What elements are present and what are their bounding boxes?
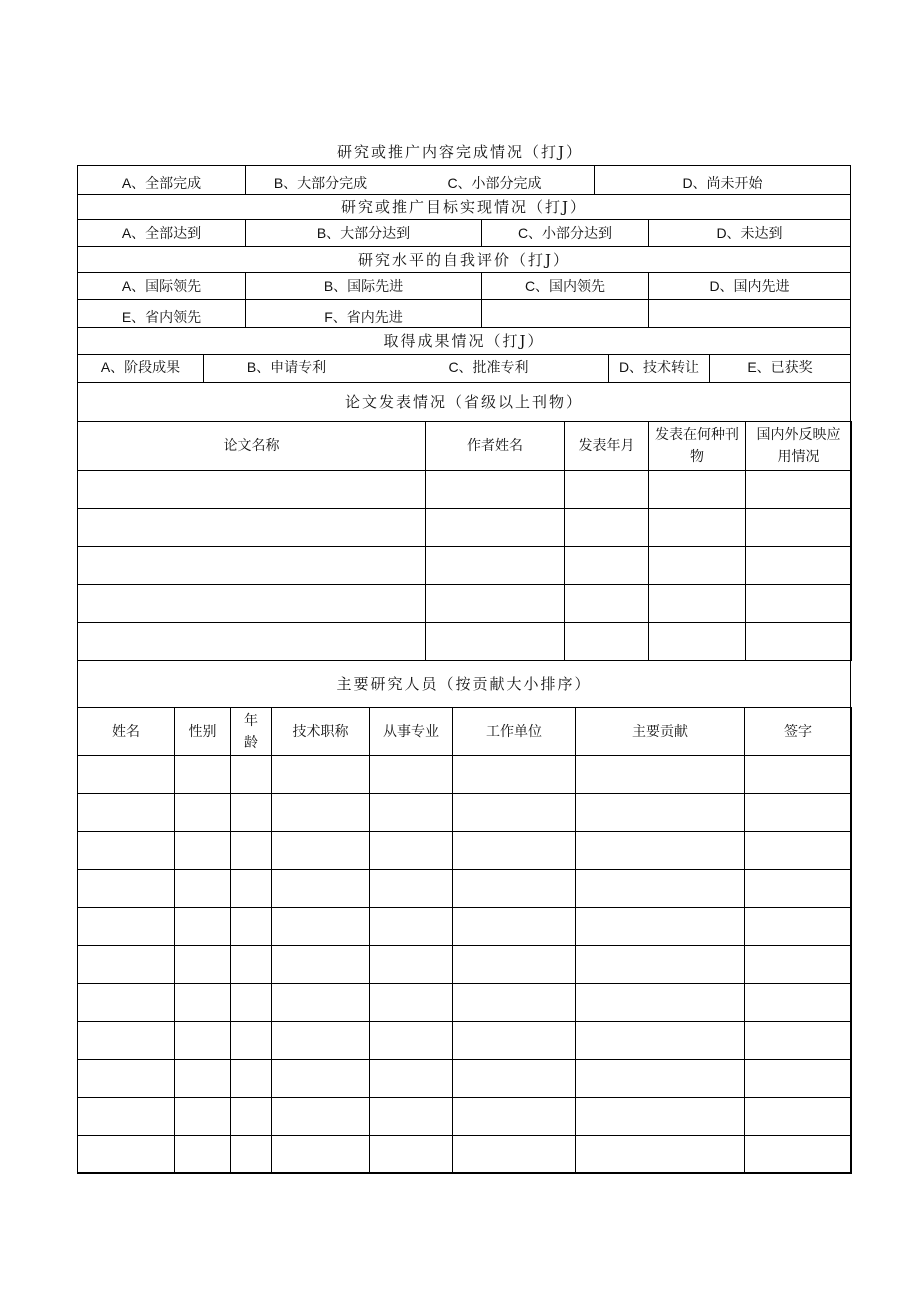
option-c[interactable]: C、小部分完成	[447, 175, 542, 191]
table-cell[interactable]	[272, 984, 370, 1022]
goal-achievement-title: 研究或推广目标实现情况（打J）	[340, 198, 587, 216]
table-cell[interactable]	[370, 1098, 453, 1136]
header-reaction-line2: 用情况	[777, 449, 820, 465]
table-cell[interactable]	[272, 946, 370, 984]
table-cell[interactable]	[453, 1136, 576, 1174]
papers-header-row	[78, 422, 852, 471]
header-journal	[649, 422, 746, 471]
table-cell[interactable]	[565, 623, 649, 661]
table-cell[interactable]	[746, 509, 852, 547]
form-box	[77, 165, 851, 1173]
table-cell[interactable]	[370, 794, 453, 832]
eval-option-e[interactable]: E、省内领先	[121, 308, 202, 325]
table-row	[78, 623, 852, 661]
table-cell[interactable]	[78, 585, 426, 623]
table-cell[interactable]	[745, 756, 852, 794]
option-a[interactable]: A、全部完成	[121, 175, 202, 191]
table-cell[interactable]	[576, 794, 745, 832]
header-signature: 签字	[745, 708, 852, 756]
table-row	[78, 547, 852, 585]
table-cell[interactable]	[231, 908, 272, 946]
table-row	[78, 870, 852, 908]
table-cell[interactable]	[231, 1098, 272, 1136]
table-cell[interactable]	[175, 794, 231, 832]
result-option-a[interactable]: A、阶段成果	[100, 359, 181, 375]
table-row	[78, 984, 852, 1022]
table-cell[interactable]	[272, 832, 370, 870]
table-cell[interactable]	[78, 1022, 175, 1060]
table-row	[78, 832, 852, 870]
table-cell[interactable]	[649, 623, 746, 661]
table-cell[interactable]	[175, 908, 231, 946]
table-cell[interactable]	[231, 984, 272, 1022]
table-cell[interactable]	[231, 794, 272, 832]
table-row	[78, 946, 852, 984]
table-cell[interactable]	[231, 756, 272, 794]
table-row	[78, 471, 852, 509]
results-options	[78, 354, 850, 382]
table-cell[interactable]	[370, 1022, 453, 1060]
self-evaluation-title: 研究水平的自我评价（打J）	[357, 250, 570, 269]
table-cell[interactable]	[78, 547, 426, 585]
table-cell[interactable]	[745, 984, 852, 1022]
table-cell[interactable]	[175, 870, 231, 908]
table-cell[interactable]	[272, 756, 370, 794]
goal-title-row	[78, 194, 850, 219]
table-cell[interactable]	[453, 870, 576, 908]
table-cell[interactable]	[745, 794, 852, 832]
table-cell[interactable]	[649, 471, 746, 509]
table-cell[interactable]	[745, 832, 852, 870]
result-option-c[interactable]: C、批准专利	[448, 359, 529, 375]
table-cell[interactable]	[231, 832, 272, 870]
header-contribution: 主要贡献	[576, 708, 745, 756]
self-eval-options-2	[78, 299, 850, 327]
table-cell[interactable]	[78, 509, 426, 547]
header-reaction	[746, 422, 852, 471]
table-cell[interactable]	[426, 547, 565, 585]
content-completion-title: 研究或推广内容完成情况（打J）	[336, 143, 583, 161]
header-publish-date: 发表年月	[565, 422, 649, 471]
table-cell[interactable]	[175, 946, 231, 984]
table-cell[interactable]	[745, 1060, 852, 1098]
papers-title-row	[78, 382, 850, 421]
table-cell[interactable]	[272, 1060, 370, 1098]
table-cell[interactable]	[231, 946, 272, 984]
table-cell[interactable]	[78, 946, 175, 984]
table-cell[interactable]	[576, 1060, 745, 1098]
table-cell[interactable]	[746, 623, 852, 661]
table-cell[interactable]	[576, 1022, 745, 1060]
table-cell[interactable]	[565, 509, 649, 547]
option-d[interactable]: D、尚未开始	[594, 166, 850, 194]
header-age-line1: 年	[244, 712, 258, 729]
table-cell[interactable]	[426, 623, 565, 661]
table-cell[interactable]	[576, 908, 745, 946]
table-cell[interactable]	[746, 471, 852, 509]
table-cell[interactable]	[175, 1060, 231, 1098]
table-cell[interactable]	[745, 1098, 852, 1136]
table-cell[interactable]	[453, 832, 576, 870]
option-b[interactable]: B、大部分完成	[245, 166, 395, 194]
result-option-d[interactable]: D、技术转让	[608, 355, 709, 382]
table-cell[interactable]	[272, 1136, 370, 1174]
table-cell[interactable]	[370, 756, 453, 794]
table-cell[interactable]	[576, 984, 745, 1022]
table-row	[78, 585, 852, 623]
table-cell[interactable]	[565, 547, 649, 585]
personnel-title-row	[78, 660, 850, 707]
goal-option-a[interactable]: A、全部达到	[121, 225, 202, 241]
table-cell[interactable]	[453, 946, 576, 984]
table-cell[interactable]	[453, 908, 576, 946]
table-cell[interactable]	[78, 832, 175, 870]
personnel-table	[77, 707, 852, 1174]
result-option-e[interactable]: E、已获奖	[709, 355, 850, 382]
table-cell[interactable]	[453, 1022, 576, 1060]
table-cell[interactable]	[745, 908, 852, 946]
table-cell[interactable]	[565, 585, 649, 623]
personnel-title: 主要研究人员（按贡献大小排序）	[336, 674, 592, 693]
table-cell[interactable]	[745, 870, 852, 908]
table-cell[interactable]	[175, 756, 231, 794]
header-paper-name: 论文名称	[78, 422, 426, 471]
header-reaction-line1: 国内外反映应	[756, 427, 841, 443]
results-title-row	[78, 327, 850, 354]
table-cell[interactable]	[745, 1022, 852, 1060]
eval-empty-cell	[481, 300, 648, 327]
table-cell[interactable]	[453, 984, 576, 1022]
table-cell[interactable]	[272, 1098, 370, 1136]
goal-option-b[interactable]: B、大部分达到	[245, 220, 481, 246]
header-major: 从事专业	[370, 708, 453, 756]
table-cell[interactable]	[746, 585, 852, 623]
table-cell[interactable]	[370, 832, 453, 870]
eval-option-c[interactable]: C、国内领先	[481, 273, 648, 299]
header-gender: 性别	[175, 708, 231, 756]
personnel-body	[78, 756, 852, 1174]
self-eval-options-1	[78, 272, 850, 299]
table-row	[78, 1022, 852, 1060]
table-cell[interactable]	[231, 870, 272, 908]
table-cell[interactable]	[78, 471, 426, 509]
table-cell[interactable]	[576, 756, 745, 794]
table-cell[interactable]	[78, 870, 175, 908]
table-cell[interactable]	[78, 1060, 175, 1098]
table-cell[interactable]	[231, 1022, 272, 1060]
table-cell[interactable]	[175, 832, 231, 870]
table-cell[interactable]	[370, 908, 453, 946]
table-cell[interactable]	[745, 946, 852, 984]
table-row	[78, 1060, 852, 1098]
table-cell[interactable]	[272, 1022, 370, 1060]
table-cell[interactable]	[370, 870, 453, 908]
table-cell[interactable]	[175, 1022, 231, 1060]
table-cell[interactable]	[745, 1136, 852, 1174]
table-cell[interactable]	[78, 794, 175, 832]
table-cell[interactable]	[231, 1060, 272, 1098]
content-completion-options	[78, 166, 850, 194]
goal-option-d[interactable]: D、未达到	[648, 220, 850, 246]
eval-option-d[interactable]: D、国内先进	[648, 273, 850, 299]
header-journal-line1: 发表在何种刊	[655, 427, 739, 443]
header-unit: 工作单位	[453, 708, 576, 756]
table-cell[interactable]	[576, 870, 745, 908]
eval-option-a[interactable]: A、国际领先	[121, 278, 202, 294]
header-age-line2: 龄	[244, 734, 258, 751]
table-cell[interactable]	[78, 1136, 175, 1174]
table-cell[interactable]	[175, 1098, 231, 1136]
papers-table	[77, 421, 852, 661]
table-cell[interactable]	[78, 756, 175, 794]
table-cell[interactable]	[370, 984, 453, 1022]
table-row	[78, 1136, 852, 1174]
table-cell[interactable]	[453, 794, 576, 832]
personnel-header-row	[78, 708, 852, 756]
table-cell[interactable]	[576, 832, 745, 870]
header-author: 作者姓名	[426, 422, 565, 471]
table-cell[interactable]	[370, 1060, 453, 1098]
table-cell[interactable]	[78, 908, 175, 946]
table-cell[interactable]	[231, 1136, 272, 1174]
table-cell[interactable]	[576, 1136, 745, 1174]
table-cell[interactable]	[78, 1098, 175, 1136]
table-cell[interactable]	[175, 1136, 231, 1174]
header-title: 技术职称	[272, 708, 370, 756]
papers-title: 论文发表情况（省级以上刊物）	[344, 393, 583, 411]
table-cell[interactable]	[78, 623, 426, 661]
table-row	[78, 1098, 852, 1136]
table-cell[interactable]	[453, 1098, 576, 1136]
table-cell[interactable]	[649, 509, 746, 547]
table-cell[interactable]	[78, 984, 175, 1022]
table-row	[78, 794, 852, 832]
header-age	[231, 708, 272, 756]
table-row	[78, 908, 852, 946]
self-eval-title-row	[78, 246, 850, 272]
goal-option-c[interactable]: C、小部分达到	[481, 220, 648, 246]
table-cell[interactable]	[370, 946, 453, 984]
table-cell[interactable]	[453, 756, 576, 794]
eval-empty-cell	[648, 300, 850, 327]
eval-option-b[interactable]: B、国际先进	[245, 273, 481, 299]
header-name: 姓名	[78, 708, 175, 756]
table-cell[interactable]	[175, 984, 231, 1022]
table-cell[interactable]	[426, 509, 565, 547]
table-cell[interactable]	[576, 1098, 745, 1136]
table-cell[interactable]	[426, 585, 565, 623]
table-cell[interactable]	[649, 585, 746, 623]
table-cell[interactable]	[746, 547, 852, 585]
table-cell[interactable]	[272, 870, 370, 908]
table-cell[interactable]	[272, 908, 370, 946]
eval-option-f[interactable]: F、省内先进	[245, 300, 481, 327]
table-cell[interactable]	[370, 1136, 453, 1174]
table-cell[interactable]	[453, 1060, 576, 1098]
table-cell[interactable]	[272, 794, 370, 832]
table-cell[interactable]	[565, 471, 649, 509]
table-row	[78, 756, 852, 794]
table-cell[interactable]	[649, 547, 746, 585]
header-journal-line2: 物	[690, 449, 704, 465]
goal-options	[78, 219, 850, 246]
table-cell[interactable]	[426, 471, 565, 509]
table-cell[interactable]	[576, 946, 745, 984]
table-row	[78, 509, 852, 547]
result-option-b[interactable]: B、申请专利	[203, 355, 369, 382]
results-title: 取得成果情况（打J）	[383, 332, 545, 350]
